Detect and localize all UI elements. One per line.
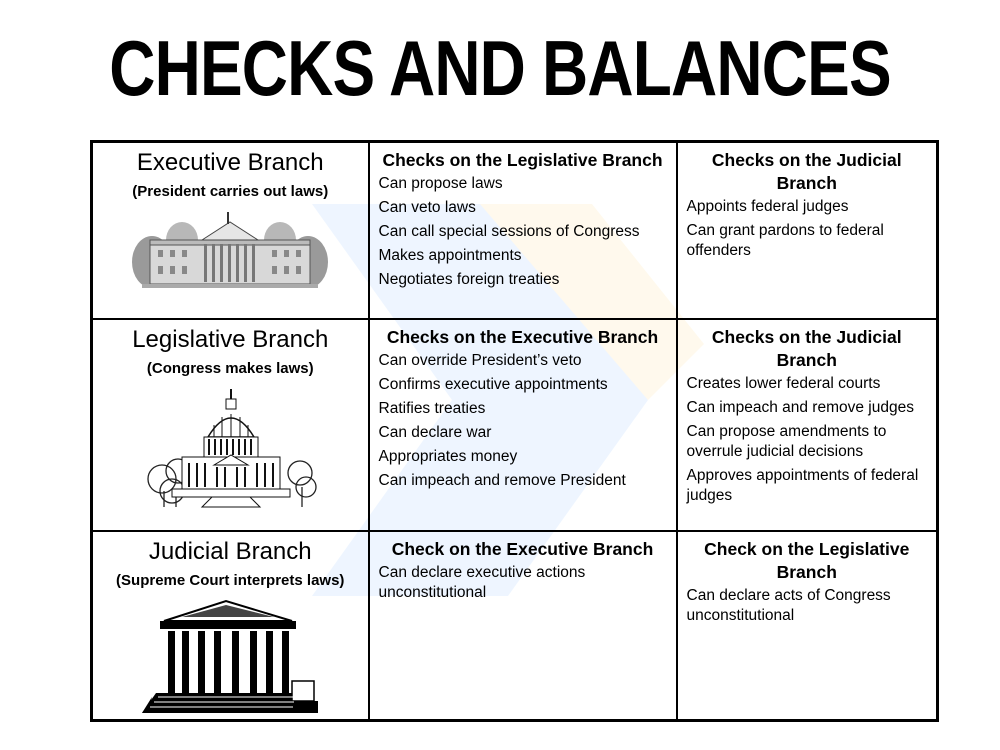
branch-cell-executive bbox=[92, 142, 369, 319]
list-item: Appropriates money bbox=[378, 447, 518, 465]
list-item: Can impeach and remove judges bbox=[686, 398, 914, 416]
list-item: Appoints federal judges bbox=[686, 198, 849, 215]
list-item: Can propose amendments to overrule judicial decisions bbox=[686, 422, 887, 460]
checks-cell bbox=[677, 142, 938, 319]
page-title: CHECKS AND BALANCES bbox=[109, 24, 891, 112]
checks-heading: Checks on the Judicial Branch bbox=[711, 150, 902, 193]
list-item: Can grant pardons to federal offenders bbox=[686, 222, 884, 259]
checks-cell bbox=[677, 531, 938, 721]
checks-heading: Check on the Legislative Branch bbox=[704, 538, 910, 582]
list-item: Can override President’s veto bbox=[378, 351, 582, 369]
checks-list bbox=[678, 586, 937, 626]
supreme-court-icon bbox=[142, 597, 318, 713]
list-item: Can declare acts of Congress unconstitutional bbox=[686, 586, 891, 624]
checks-cell bbox=[369, 531, 677, 721]
checks-balances-table bbox=[90, 140, 939, 722]
checks-heading: Checks on the Executive Branch bbox=[386, 326, 659, 347]
branch-cell-judicial bbox=[92, 531, 369, 721]
checks-heading: Checks on the Legislative Branch bbox=[382, 150, 663, 170]
checks-list bbox=[678, 374, 937, 506]
list-item: Confirms executive appointments bbox=[378, 375, 608, 393]
checks-cell bbox=[369, 142, 677, 319]
list-item: Creates lower federal courts bbox=[686, 374, 881, 392]
list-item: Ratifies treaties bbox=[378, 399, 486, 417]
branch-name: Executive Branch bbox=[136, 149, 324, 176]
list-item: Can declare war bbox=[378, 423, 492, 441]
branch-cell-legislative bbox=[92, 319, 369, 531]
list-item: Negotiates foreign treaties bbox=[378, 271, 560, 288]
table-row bbox=[92, 142, 938, 319]
white-house-icon bbox=[132, 210, 328, 292]
branch-subtitle: (Supreme Court interprets laws) bbox=[116, 571, 345, 589]
list-item: Approves appointments of federal judges bbox=[686, 466, 919, 504]
table-row bbox=[92, 319, 938, 531]
list-item: Makes appointments bbox=[378, 247, 522, 264]
checks-list bbox=[370, 351, 676, 491]
checks-list bbox=[678, 197, 937, 261]
checks-cell bbox=[677, 319, 938, 531]
branch-name: Judicial Branch bbox=[148, 537, 312, 565]
branch-subtitle: (Congress makes laws) bbox=[146, 359, 314, 377]
table-row bbox=[92, 531, 938, 721]
capitol-building-icon bbox=[142, 387, 318, 511]
checks-heading: Checks on the Judicial Branch bbox=[711, 326, 902, 370]
checks-list bbox=[370, 563, 676, 603]
checks-list bbox=[370, 174, 676, 290]
list-item: Can veto laws bbox=[378, 199, 476, 216]
list-item: Can call special sessions of Congress bbox=[378, 223, 640, 240]
checks-cell bbox=[369, 319, 677, 531]
checks-heading: Check on the Executive Branch bbox=[391, 538, 654, 559]
list-item: Can declare executive actions unconstitutional bbox=[378, 563, 586, 601]
branch-subtitle: (President carries out laws) bbox=[132, 183, 329, 200]
branch-name: Legislative Branch bbox=[132, 325, 329, 353]
list-item: Can impeach and remove President bbox=[378, 471, 626, 489]
list-item: Can propose laws bbox=[378, 175, 503, 192]
